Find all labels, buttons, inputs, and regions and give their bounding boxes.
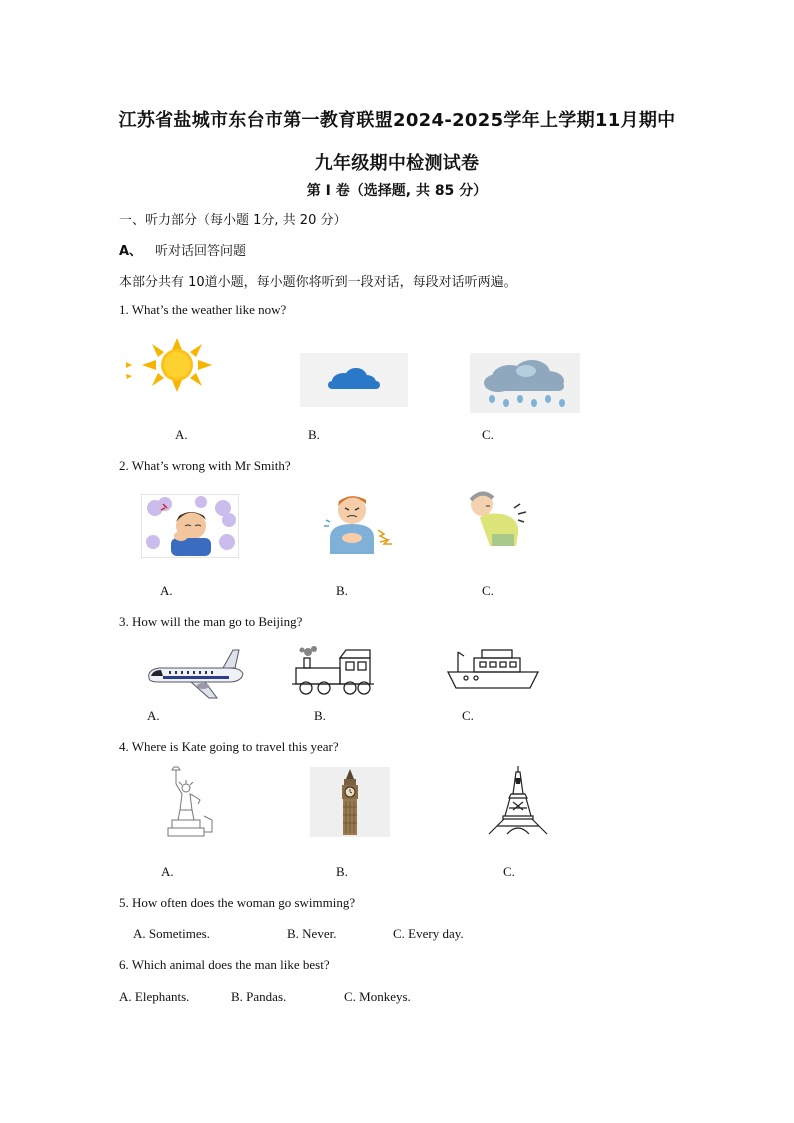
q2-option-c: C. — [482, 583, 494, 598]
big-ben-icon — [310, 767, 390, 837]
question-1: 1. What’s the weather like now? — [119, 302, 287, 317]
q5-option-a: A. Sometimes. — [133, 926, 210, 941]
paper-part-heading: 第 I 卷（选择题, 共 85 分） — [306, 183, 488, 199]
eiffel-tower-icon — [483, 764, 553, 836]
rain-cloud-icon — [470, 353, 580, 413]
question-4: 4. Where is Kate going to travel this year? — [119, 739, 339, 754]
q3-option-b: B. — [314, 708, 326, 723]
part-a-label: A、 — [119, 244, 143, 259]
part-a-title: 听对话回答问题 — [155, 244, 247, 259]
statue-of-liberty-icon — [158, 766, 218, 838]
q1-option-a: A. — [175, 427, 188, 442]
stomachache-icon — [318, 490, 402, 556]
headache-icon — [141, 494, 239, 558]
question-3: 3. How will the man go to Beijing? — [119, 614, 303, 629]
q5-option-b: B. Never. — [287, 926, 337, 941]
instructions: 本部分共有 10道小题，每小题你将听到一段对话，每段对话听两遍。 — [119, 275, 517, 290]
q3-option-a: A. — [147, 708, 160, 723]
q1-option-b: B. — [308, 427, 320, 442]
q3-option-c: C. — [462, 708, 474, 723]
backache-icon — [462, 488, 542, 548]
question-5: 5. How often does the woman go swimming? — [119, 895, 356, 910]
exam-title-line2: 九年级期中检测试卷 — [314, 153, 480, 174]
q4-option-b: B. — [336, 864, 348, 879]
q4-option-c: C. — [503, 864, 515, 879]
q1-option-c: C. — [482, 427, 494, 442]
q4-option-a: A. — [161, 864, 174, 879]
exam-title-line1: 江苏省盐城市东台市第一教育联盟2024-2025学年上学期11月期中 — [118, 110, 676, 131]
airplane-icon — [143, 646, 247, 700]
question-6: 6. Which animal does the man like best? — [119, 957, 330, 972]
q5-option-c: C. Every day. — [393, 926, 464, 941]
q2-option-a: A. — [160, 583, 173, 598]
q6-option-c: C. Monkeys. — [344, 989, 411, 1004]
train-icon — [290, 644, 376, 696]
question-2: 2. What’s wrong with Mr Smith? — [119, 458, 291, 473]
sun-icon — [122, 336, 232, 394]
q6-option-b: B. Pandas. — [231, 989, 287, 1004]
q6-option-a: A. Elephants. — [119, 989, 190, 1004]
ship-icon — [446, 644, 542, 692]
cloud-icon — [300, 353, 408, 407]
section-heading: 一、听力部分（每小题 1分, 共 20 分） — [119, 213, 347, 228]
q2-option-b: B. — [336, 583, 348, 598]
